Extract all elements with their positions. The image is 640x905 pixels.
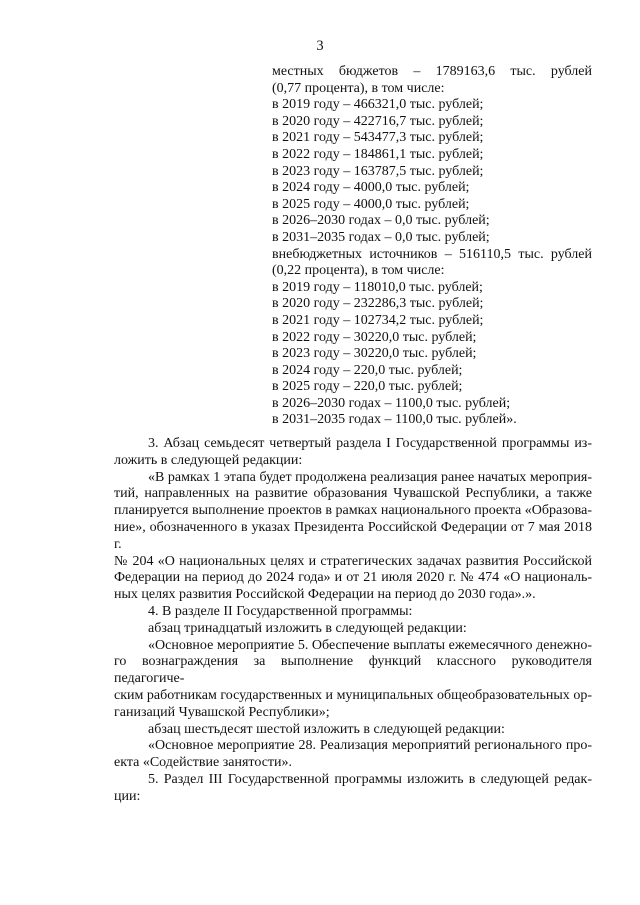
text-line: абзац тринадцатый изложить в следующей редакции:: [148, 620, 467, 636]
text-line: «В рамках 1 этапа будет продолжена реализация ранее начатых мероприя-: [148, 469, 592, 485]
budget-line: в 2025 году – 4000,0 тыс. рублей;: [272, 196, 470, 212]
text-line: ским работникам государственных и муниципальных общеобразовательных ор-: [114, 687, 592, 703]
budget-line: местных бюджетов – 1789163,6 тыс. рублей: [272, 64, 592, 79]
text-line: тий, направленных на развитие образования Чувашской Республики, а также: [114, 486, 592, 502]
budget-line: в 2025 году – 220,0 тыс. рублей;: [272, 379, 463, 395]
budget-line: (0,22 процента), в том числе:: [272, 263, 445, 279]
budget-line: в 2023 году – 30220,0 тыс. рублей;: [272, 346, 477, 362]
text-line: «Основное мероприятие 28. Реализация мероприятий регионального про-: [148, 738, 592, 754]
budget-line: в 2020 году – 422716,7 тыс. рублей;: [272, 113, 484, 129]
budget-line: в 2024 году – 220,0 тыс. рублей;: [272, 362, 463, 378]
budget-line: в 2031–2035 годах – 1100,0 тыс. рублей».: [272, 412, 517, 428]
text-line: «Основное мероприятие 5. Обеспечение выплаты ежемесячного денежно-: [148, 637, 592, 653]
text-line: Федерации на период до 2024 года» и от 21 июля 2020 г. № 474 «О националь-: [114, 570, 592, 586]
budget-line: в 2022 году – 30220,0 тыс. рублей;: [272, 329, 477, 345]
budget-line: в 2026–2030 годах – 0,0 тыс. рублей;: [272, 213, 490, 229]
amendment-text: [114, 436, 592, 806]
text-line: ние», обозначенного в указах Президента Российской Федерации от 7 мая 2018 г.: [114, 519, 592, 552]
budget-line: в 2022 году – 184861,1 тыс. рублей;: [272, 146, 484, 162]
text-line: абзац шестьдесят шестой изложить в следующей редакции:: [148, 721, 505, 737]
budget-line: в 2023 году – 163787,5 тыс. рублей;: [272, 163, 484, 179]
text-line: ложить в следующей редакции:: [114, 452, 303, 468]
budget-line: в 2021 году – 102734,2 тыс. рублей;: [272, 312, 484, 328]
budget-line: в 2026–2030 годах – 1100,0 тыс. рублей;: [272, 395, 511, 411]
text-line: го вознаграждения за выполнение функций классного руководителя педагогиче-: [114, 654, 592, 687]
text-line: № 204 «О национальных целях и стратегических задачах развития Российской: [114, 553, 592, 569]
budget-sources-column: [272, 64, 592, 429]
text-line: 4. В разделе II Государственной программы:: [148, 603, 413, 619]
budget-line: внебюджетных источников – 516110,5 тыс. рублей: [272, 246, 592, 262]
text-line: 3. Абзац семьдесят четвертый раздела I Государственной программы из-: [148, 436, 592, 451]
budget-line: в 2021 году – 543477,3 тыс. рублей;: [272, 130, 484, 146]
text-line: планируется выполнение проектов в рамках национального проекта «Образова-: [114, 503, 592, 519]
budget-line: в 2024 году – 4000,0 тыс. рублей;: [272, 180, 470, 196]
budget-line: в 2019 году – 466321,0 тыс. рублей;: [272, 97, 484, 113]
text-line: ных целях развития Российской Федерации на период до 2030 года».».: [114, 587, 536, 603]
page-number: 3: [316, 38, 324, 54]
budget-line: (0,77 процента), в том числе:: [272, 80, 445, 96]
budget-line: в 2019 году – 118010,0 тыс. рублей;: [272, 279, 483, 295]
text-line: 5. Раздел III Государственной программы изложить в следующей редак-: [148, 771, 592, 787]
budget-line: в 2020 году – 232286,3 тыс. рублей;: [272, 296, 484, 312]
text-line: ганизаций Чувашской Республики»;: [114, 704, 330, 720]
budget-line: в 2031–2035 годах – 0,0 тыс. рублей;: [272, 229, 490, 245]
text-line: екта «Содействие занятости».: [114, 755, 293, 771]
text-line: ции:: [114, 788, 141, 804]
